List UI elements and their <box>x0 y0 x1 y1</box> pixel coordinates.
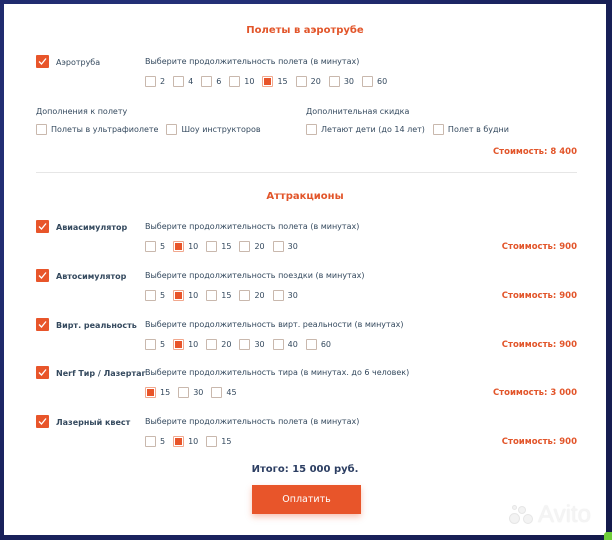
attraction-duration-label: Выберите продолжительность полета (в минутах) <box>145 417 360 426</box>
avito-logo-icon <box>509 505 535 525</box>
attraction-checkbox-nerf[interactable] <box>36 366 49 379</box>
attraction-checkbox-vr[interactable] <box>36 318 49 331</box>
duration-checkbox-selected[interactable] <box>145 387 156 398</box>
attraction-duration-label: Выберите продолжительность тира (в минутах. до 6 человек) <box>145 368 410 377</box>
aerotube-duration-options <box>145 75 395 87</box>
aerotube-duration-label: Выберите продолжительность полета (в минутах) <box>145 57 360 66</box>
addons-label: Дополнения к полету <box>36 107 128 116</box>
aerotube-section-title: Полеты в аэротрубе <box>246 25 364 36</box>
duration-option[interactable]: 10 <box>229 76 254 87</box>
duration-option[interactable]: 15 <box>206 290 231 301</box>
avito-watermark <box>509 501 591 529</box>
duration-option[interactable]: 10 <box>173 436 198 447</box>
duration-option[interactable]: 6 <box>201 76 221 87</box>
duration-option[interactable]: 60 <box>306 339 331 350</box>
checkmark-icon <box>38 57 47 66</box>
checkmark-icon <box>38 417 47 426</box>
addon-uv-flights[interactable]: Полеты в ультрафиолете <box>36 124 158 135</box>
section-divider <box>36 172 577 173</box>
attraction-checkbox-autosimulator[interactable] <box>36 269 49 282</box>
duration-option[interactable]: 15 <box>206 436 231 447</box>
aerotube-service-label: Аэротруба <box>56 58 101 67</box>
duration-option[interactable]: 30 <box>273 241 298 252</box>
duration-option[interactable]: 30 <box>178 387 203 398</box>
aerotube-service-checkbox[interactable] <box>36 55 49 68</box>
attraction-cost: Стоимость: 3 000 <box>492 388 577 398</box>
attraction-label: Вирт. реальность <box>56 321 137 330</box>
duration-checkbox[interactable] <box>239 241 250 252</box>
duration-checkbox[interactable] <box>296 76 307 87</box>
duration-checkbox[interactable] <box>273 241 284 252</box>
pay-button[interactable]: Оплатить <box>252 485 361 514</box>
duration-option[interactable]: 15 <box>206 241 231 252</box>
duration-checkbox[interactable] <box>239 290 250 301</box>
discount-weekday[interactable]: Полет в будни <box>433 124 509 135</box>
duration-option[interactable]: 20 <box>206 339 231 350</box>
addon-checkbox[interactable] <box>36 124 47 135</box>
calculator-card <box>4 4 606 535</box>
duration-checkbox[interactable] <box>145 436 156 447</box>
duration-option[interactable]: 30 <box>329 76 354 87</box>
addon-instructor-show[interactable]: Шоу инструкторов <box>166 124 260 135</box>
duration-checkbox[interactable] <box>362 76 373 87</box>
checkmark-icon <box>38 368 47 377</box>
addons-options <box>36 123 269 135</box>
discount-label: Дополнительная скидка <box>306 107 410 116</box>
duration-checkbox[interactable] <box>329 76 340 87</box>
addon-checkbox[interactable] <box>166 124 177 135</box>
discount-kids[interactable]: Летают дети (до 14 лет) <box>306 124 425 135</box>
duration-option[interactable]: 30 <box>273 290 298 301</box>
duration-option[interactable]: 5 <box>145 290 165 301</box>
duration-option[interactable]: 30 <box>239 339 264 350</box>
attraction-duration-options <box>145 240 306 252</box>
duration-option[interactable]: 15 <box>145 387 170 398</box>
checkmark-icon <box>38 320 47 329</box>
attraction-cost: Стоимость: 900 <box>501 437 577 447</box>
attraction-checkbox-aviasimulator[interactable] <box>36 220 49 233</box>
attraction-label: Авиасимулятор <box>56 223 128 232</box>
duration-option[interactable]: 10 <box>173 339 198 350</box>
duration-checkbox-selected[interactable] <box>262 76 273 87</box>
duration-option[interactable]: 5 <box>145 436 165 447</box>
checkmark-icon <box>38 271 47 280</box>
attraction-duration-label: Выберите продолжительность поездки (в минутах) <box>145 271 365 280</box>
duration-option[interactable]: 2 <box>145 76 165 87</box>
attraction-duration-label: Выберите продолжительность вирт. реальности (в минутах) <box>145 320 404 329</box>
duration-checkbox[interactable] <box>173 76 184 87</box>
corner-badge <box>604 532 612 540</box>
duration-checkbox[interactable] <box>273 339 284 350</box>
duration-checkbox[interactable] <box>273 290 284 301</box>
attraction-label: Автосимулятор <box>56 272 127 281</box>
duration-option[interactable]: 20 <box>296 76 321 87</box>
duration-checkbox[interactable] <box>239 339 250 350</box>
discount-checkbox[interactable] <box>306 124 317 135</box>
attraction-duration-options <box>145 289 306 301</box>
duration-checkbox[interactable] <box>145 241 156 252</box>
duration-checkbox[interactable] <box>206 436 217 447</box>
checkmark-icon <box>38 222 47 231</box>
duration-option[interactable]: 40 <box>273 339 298 350</box>
attraction-duration-options <box>145 386 245 398</box>
duration-checkbox[interactable] <box>145 76 156 87</box>
attraction-duration-options <box>145 338 339 350</box>
duration-checkbox[interactable] <box>201 76 212 87</box>
duration-checkbox[interactable] <box>211 387 222 398</box>
discount-checkbox[interactable] <box>433 124 444 135</box>
attraction-cost: Стоимость: 900 <box>501 340 577 350</box>
attraction-label: Лазерный квест <box>56 418 131 427</box>
duration-checkbox-selected[interactable] <box>173 339 184 350</box>
duration-checkbox[interactable] <box>206 290 217 301</box>
duration-option[interactable]: 45 <box>211 387 236 398</box>
duration-checkbox[interactable] <box>178 387 189 398</box>
duration-option[interactable]: 60 <box>362 76 387 87</box>
avito-watermark-text: Avito <box>538 501 591 528</box>
duration-checkbox-selected[interactable] <box>173 436 184 447</box>
attraction-cost: Стоимость: 900 <box>501 242 577 252</box>
duration-option[interactable]: 4 <box>173 76 193 87</box>
discount-options <box>306 123 517 135</box>
attraction-cost: Стоимость: 900 <box>501 291 577 301</box>
duration-option[interactable]: 20 <box>239 290 264 301</box>
duration-checkbox[interactable] <box>306 339 317 350</box>
duration-option[interactable]: 5 <box>145 339 165 350</box>
duration-checkbox[interactable] <box>206 339 217 350</box>
duration-checkbox[interactable] <box>145 339 156 350</box>
duration-checkbox-selected[interactable] <box>173 290 184 301</box>
attraction-checkbox-laser-quest[interactable] <box>36 415 49 428</box>
duration-checkbox[interactable] <box>206 241 217 252</box>
attractions-section-title: Аттракционы <box>266 191 344 202</box>
attraction-label: Nerf Тир / Лазертаг <box>56 369 146 378</box>
attraction-duration-options <box>145 435 239 447</box>
duration-option[interactable]: 5 <box>145 241 165 252</box>
duration-checkbox-selected[interactable] <box>173 241 184 252</box>
duration-option[interactable]: 10 <box>173 290 198 301</box>
total-amount: Итого: 15 000 руб. <box>251 464 359 475</box>
duration-checkbox[interactable] <box>229 76 240 87</box>
duration-option[interactable]: 15 <box>262 76 287 87</box>
aerotube-cost: Стоимость: 8 400 <box>492 147 577 157</box>
duration-option[interactable]: 20 <box>239 241 264 252</box>
duration-checkbox[interactable] <box>145 290 156 301</box>
duration-option[interactable]: 10 <box>173 241 198 252</box>
attraction-duration-label: Выберите продолжительность полета (в минутах) <box>145 222 360 231</box>
